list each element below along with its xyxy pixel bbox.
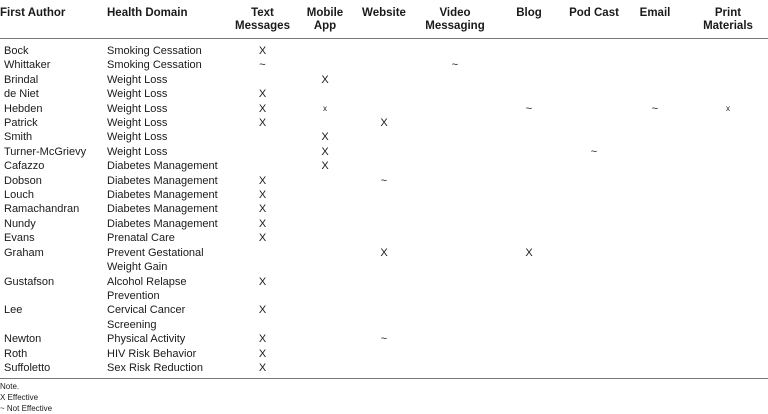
author-cell: Bock bbox=[4, 45, 29, 57]
website-cell bbox=[350, 202, 418, 216]
domain-cell: Weight Loss bbox=[107, 117, 168, 130]
domain-cell: Weight Loss bbox=[107, 131, 168, 144]
podcast-cell bbox=[566, 246, 622, 275]
author-cell: Gustafson bbox=[4, 275, 55, 288]
author-cell: Nundy bbox=[4, 217, 36, 230]
domain-cell: Prenatal Care bbox=[107, 232, 175, 245]
video-cell bbox=[418, 73, 492, 87]
podcast-cell bbox=[566, 347, 622, 361]
text-cell: X bbox=[258, 304, 267, 317]
author-cell: Hebden bbox=[4, 102, 43, 115]
blog-cell bbox=[492, 39, 566, 59]
podcast-cell bbox=[566, 116, 622, 130]
col-health-domain: Health Domain bbox=[107, 0, 225, 39]
email-cell bbox=[622, 332, 688, 346]
text-cell bbox=[225, 246, 300, 275]
email-cell bbox=[622, 130, 688, 144]
text-cell: X bbox=[258, 117, 267, 130]
domain-cell: Physical Activity bbox=[107, 333, 186, 346]
email-cell bbox=[622, 174, 688, 188]
text-cell: X bbox=[258, 189, 267, 202]
app-cell bbox=[300, 174, 350, 188]
text-cell: X bbox=[258, 217, 267, 230]
print-cell bbox=[688, 87, 768, 101]
video-cell bbox=[418, 87, 492, 101]
blog-cell bbox=[492, 303, 566, 332]
email-cell bbox=[622, 58, 688, 72]
website-cell bbox=[350, 231, 418, 245]
table-row bbox=[0, 231, 768, 245]
table-row bbox=[0, 102, 768, 116]
video-cell bbox=[418, 217, 492, 231]
print-cell bbox=[688, 332, 768, 346]
table-row bbox=[0, 116, 768, 130]
domain-cell: Weight Loss bbox=[107, 73, 168, 86]
author-cell: Dobson bbox=[4, 174, 42, 187]
email-cell bbox=[622, 231, 688, 245]
print-cell bbox=[688, 145, 768, 159]
col-print-materials: Print Materials bbox=[688, 0, 768, 39]
podcast-cell: ~ bbox=[590, 145, 598, 158]
table-row bbox=[0, 87, 768, 101]
print-cell bbox=[688, 231, 768, 245]
app-cell bbox=[300, 87, 350, 101]
podcast-cell bbox=[566, 102, 622, 116]
video-cell bbox=[418, 39, 492, 59]
print-cell bbox=[688, 347, 768, 361]
print-cell bbox=[688, 275, 768, 304]
print-cell bbox=[688, 130, 768, 144]
blog-cell bbox=[492, 145, 566, 159]
video-cell bbox=[418, 231, 492, 245]
note-not-effective: ~ Not Effective bbox=[0, 404, 53, 413]
table-notes bbox=[0, 381, 52, 414]
table-row bbox=[0, 347, 768, 361]
table-row bbox=[0, 145, 768, 159]
blog-cell bbox=[492, 347, 566, 361]
text-cell bbox=[225, 145, 300, 159]
website-cell bbox=[350, 73, 418, 87]
podcast-cell bbox=[566, 217, 622, 231]
email-cell bbox=[622, 246, 688, 275]
table-row bbox=[0, 217, 768, 231]
author-cell: Lee bbox=[4, 304, 23, 317]
col-website: Website bbox=[350, 0, 418, 39]
text-cell bbox=[225, 73, 300, 87]
blog-cell bbox=[492, 159, 566, 173]
print-cell bbox=[688, 217, 768, 231]
domain-cell: Diabetes Management bbox=[107, 203, 218, 216]
website-cell bbox=[350, 361, 418, 379]
col-pod-cast: Pod Cast bbox=[566, 0, 622, 39]
podcast-cell bbox=[566, 73, 622, 87]
author-cell: Ramachandran bbox=[4, 203, 80, 216]
author-cell: Suffoletto bbox=[0, 361, 107, 379]
table-row bbox=[0, 39, 768, 59]
email-cell bbox=[622, 361, 688, 379]
print-cell bbox=[688, 39, 768, 59]
email-cell bbox=[622, 275, 688, 304]
table-row bbox=[0, 174, 768, 188]
podcast-cell bbox=[566, 188, 622, 202]
podcast-cell bbox=[566, 361, 622, 379]
podcast-cell bbox=[566, 303, 622, 332]
video-cell bbox=[418, 275, 492, 304]
video-cell bbox=[418, 361, 492, 379]
table-row bbox=[0, 202, 768, 216]
email-cell bbox=[622, 347, 688, 361]
podcast-cell bbox=[566, 231, 622, 245]
blog-cell bbox=[492, 217, 566, 231]
email-cell bbox=[622, 188, 688, 202]
domain-cell: Smoking Cessation bbox=[107, 59, 202, 72]
table-body bbox=[0, 39, 768, 379]
table-row bbox=[0, 130, 768, 144]
author-cell: Louch bbox=[4, 189, 34, 202]
blog-cell bbox=[492, 231, 566, 245]
email-cell: ~ bbox=[651, 102, 659, 115]
author-cell: de Niet bbox=[4, 88, 39, 101]
app-cell bbox=[300, 202, 350, 216]
col-video-messaging: Video Messaging bbox=[418, 0, 492, 39]
podcast-cell bbox=[566, 58, 622, 72]
blog-cell: ~ bbox=[525, 102, 533, 115]
website-cell bbox=[350, 130, 418, 144]
website-cell bbox=[350, 188, 418, 202]
app-cell: X bbox=[321, 145, 329, 158]
video-cell bbox=[418, 116, 492, 130]
print-cell bbox=[688, 159, 768, 173]
website-cell bbox=[350, 159, 418, 173]
table-row bbox=[0, 303, 768, 332]
video-cell bbox=[418, 145, 492, 159]
podcast-cell bbox=[566, 332, 622, 346]
video-cell bbox=[418, 174, 492, 188]
email-cell bbox=[622, 202, 688, 216]
video-cell bbox=[418, 246, 492, 275]
text-cell: X bbox=[258, 102, 267, 115]
app-cell bbox=[300, 217, 350, 231]
text-cell: ~ bbox=[259, 59, 266, 72]
app-cell bbox=[300, 58, 350, 72]
table-row bbox=[0, 159, 768, 173]
video-cell: ~ bbox=[451, 59, 459, 72]
app-cell bbox=[300, 39, 350, 59]
text-cell bbox=[225, 130, 300, 144]
text-cell: X bbox=[258, 45, 267, 57]
col-email: Email bbox=[622, 0, 688, 39]
domain-cell: HIV Risk Behavior bbox=[107, 347, 197, 360]
domain-cell: Diabetes Management bbox=[107, 160, 218, 173]
app-cell bbox=[300, 361, 350, 379]
domain-cell: Diabetes Management bbox=[107, 217, 218, 230]
podcast-cell bbox=[566, 159, 622, 173]
table-row bbox=[0, 188, 768, 202]
text-cell bbox=[225, 159, 300, 173]
domain-cell: Weight Loss bbox=[107, 145, 168, 158]
website-cell bbox=[350, 275, 418, 304]
website-cell: ~ bbox=[380, 333, 388, 346]
print-cell bbox=[688, 202, 768, 216]
video-cell bbox=[418, 202, 492, 216]
domain-cell: Cervical Cancer Screening bbox=[107, 304, 186, 331]
video-cell bbox=[418, 102, 492, 116]
col-blog: Blog bbox=[492, 0, 566, 39]
blog-cell bbox=[492, 87, 566, 101]
video-cell bbox=[418, 159, 492, 173]
blog-cell bbox=[492, 361, 566, 379]
podcast-cell bbox=[566, 275, 622, 304]
domain-cell: Weight Loss bbox=[107, 88, 168, 101]
blog-cell bbox=[492, 275, 566, 304]
website-cell bbox=[350, 58, 418, 72]
author-cell: Smith bbox=[4, 131, 33, 144]
print-cell bbox=[688, 73, 768, 87]
text-cell: X bbox=[258, 275, 267, 288]
domain-cell: Prevent Gestational Weight Gain bbox=[107, 246, 204, 274]
table-row bbox=[0, 73, 768, 87]
email-cell bbox=[622, 303, 688, 332]
app-cell bbox=[300, 246, 350, 275]
email-cell bbox=[622, 159, 688, 173]
note-label: Note. bbox=[0, 382, 20, 391]
text-cell: X bbox=[258, 232, 267, 245]
table-row bbox=[0, 332, 768, 346]
email-cell bbox=[622, 145, 688, 159]
app-cell bbox=[300, 188, 350, 202]
table-row bbox=[0, 275, 768, 304]
domain-cell: Smoking Cessation bbox=[107, 45, 202, 57]
website-cell bbox=[350, 347, 418, 361]
print-cell bbox=[688, 58, 768, 72]
print-cell: x bbox=[726, 103, 730, 113]
blog-cell bbox=[492, 332, 566, 346]
app-cell: x bbox=[323, 103, 327, 113]
table-row bbox=[0, 58, 768, 72]
author-cell: Evans bbox=[4, 232, 35, 245]
col-first-author: First Author bbox=[0, 0, 107, 39]
author-cell: Patrick bbox=[4, 117, 38, 130]
blog-cell: X bbox=[525, 246, 533, 259]
app-cell bbox=[300, 332, 350, 346]
video-cell bbox=[418, 303, 492, 332]
website-cell: X bbox=[380, 246, 388, 259]
col-text-messages: Text Messages bbox=[225, 0, 300, 39]
text-cell: X bbox=[258, 333, 267, 346]
table-row bbox=[0, 246, 768, 275]
app-cell bbox=[300, 347, 350, 361]
domain-cell: Diabetes Management bbox=[107, 189, 218, 202]
email-cell bbox=[622, 39, 688, 59]
video-cell bbox=[418, 347, 492, 361]
video-cell bbox=[418, 332, 492, 346]
author-cell: Turner-McGrievy bbox=[4, 145, 87, 158]
blog-cell bbox=[492, 174, 566, 188]
print-cell bbox=[688, 188, 768, 202]
email-cell bbox=[622, 73, 688, 87]
blog-cell bbox=[492, 116, 566, 130]
domain-cell: Weight Loss bbox=[107, 102, 168, 115]
blog-cell bbox=[492, 73, 566, 87]
text-cell: X bbox=[258, 347, 267, 360]
blog-cell bbox=[492, 202, 566, 216]
blog-cell bbox=[492, 58, 566, 72]
domain-cell: Diabetes Management bbox=[107, 174, 218, 187]
note-effective: X Effective bbox=[0, 393, 39, 402]
col-mobile-app: Mobile App bbox=[300, 0, 350, 39]
domain-cell: Sex Risk Reduction bbox=[107, 361, 225, 379]
email-cell bbox=[622, 217, 688, 231]
app-cell bbox=[300, 116, 350, 130]
author-cell: Whittaker bbox=[4, 59, 51, 72]
website-cell bbox=[350, 145, 418, 159]
website-cell bbox=[350, 303, 418, 332]
app-cell: X bbox=[321, 131, 329, 144]
author-cell: Brindal bbox=[4, 73, 39, 86]
email-cell bbox=[622, 87, 688, 101]
podcast-cell bbox=[566, 39, 622, 59]
website-cell: X bbox=[380, 117, 388, 130]
podcast-cell bbox=[566, 87, 622, 101]
app-cell bbox=[300, 275, 350, 304]
print-cell bbox=[688, 246, 768, 275]
blog-cell bbox=[492, 130, 566, 144]
podcast-cell bbox=[566, 174, 622, 188]
app-cell bbox=[300, 303, 350, 332]
website-cell: ~ bbox=[380, 174, 388, 187]
print-cell bbox=[688, 361, 768, 379]
website-cell bbox=[350, 102, 418, 116]
video-cell bbox=[418, 130, 492, 144]
author-cell: Cafazzo bbox=[4, 160, 45, 173]
author-cell: Newton bbox=[4, 333, 42, 346]
video-cell bbox=[418, 188, 492, 202]
text-cell: X bbox=[258, 174, 267, 187]
domain-cell: Alcohol Relapse Prevention bbox=[107, 275, 187, 302]
print-cell bbox=[688, 303, 768, 332]
podcast-cell bbox=[566, 202, 622, 216]
app-cell: X bbox=[321, 73, 329, 86]
blog-cell bbox=[492, 188, 566, 202]
text-cell: X bbox=[258, 203, 267, 216]
email-cell bbox=[622, 116, 688, 130]
podcast-cell bbox=[566, 130, 622, 144]
text-cell: X bbox=[258, 88, 267, 101]
app-cell bbox=[300, 231, 350, 245]
app-cell: X bbox=[321, 160, 329, 173]
text-cell: X bbox=[225, 361, 300, 379]
header-row bbox=[0, 0, 768, 39]
print-cell bbox=[688, 174, 768, 188]
print-cell bbox=[688, 116, 768, 130]
website-cell bbox=[350, 87, 418, 101]
table-row bbox=[0, 361, 768, 379]
author-cell: Roth bbox=[4, 347, 28, 360]
website-cell bbox=[350, 39, 418, 59]
author-cell: Graham bbox=[4, 246, 44, 259]
website-cell bbox=[350, 217, 418, 231]
